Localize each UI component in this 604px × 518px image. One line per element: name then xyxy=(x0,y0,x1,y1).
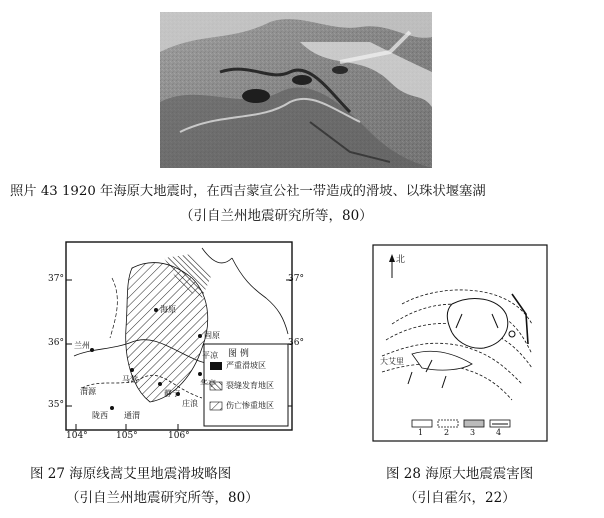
legend-item-severe-slide: 严重滑坡区 xyxy=(226,361,266,370)
fig28-caption: 图 28 海原大地震震害图 xyxy=(386,466,534,482)
place-guyuan: 固原 xyxy=(204,331,220,340)
place-zhuanglang: 庄浪 xyxy=(182,399,198,408)
place-label-daaili: 大艾里 xyxy=(380,357,404,366)
landslide-photo xyxy=(160,12,432,168)
place-weiyuan: 渭源 xyxy=(80,387,96,396)
fig27-source: （引自兰州地震研究所等，80） xyxy=(66,490,259,506)
legend-title: 图 例 xyxy=(228,349,249,359)
legend-number-4: 4 xyxy=(496,428,502,437)
legend-number-3: 3 xyxy=(470,428,476,437)
lon-label-104: 104° xyxy=(66,431,88,441)
lon-label-106: 106° xyxy=(168,431,190,441)
north-label: 北 xyxy=(396,255,406,265)
place-huating: 华亭 xyxy=(200,379,216,388)
lat-label-35: 35° xyxy=(48,400,64,410)
legend-item-cracks: 裂缝发育地区 xyxy=(226,381,274,390)
photo-caption-line2: （引自兰州地震研究所等，80） xyxy=(180,208,373,224)
place-tongwei: 通渭 xyxy=(124,411,140,420)
lat-label-36: 36° xyxy=(48,338,64,348)
place-haiyuan: 海原 xyxy=(160,305,176,314)
fig27-map xyxy=(48,238,304,444)
fig27-caption: 图 27 海原线蒿艾里地震滑坡略图 xyxy=(30,466,232,482)
lat-label-37-right: 37° xyxy=(288,274,304,284)
legend-number-2: 2 xyxy=(444,428,450,437)
landslide-photo-image xyxy=(160,12,432,168)
fig28-diagram-svg xyxy=(372,244,548,442)
place-pingliang: 平凉 xyxy=(202,351,218,360)
photo-caption-line1: 照片 43 1920 年海原大地震时，在西吉蒙宣公社一带造成的滑坡、以珠状堰塞湖 xyxy=(10,184,486,199)
lat-label-37: 37° xyxy=(48,274,64,284)
fig28-source: （引自霍尔，22） xyxy=(404,490,516,506)
place-lanzhou: 兰州 xyxy=(74,341,90,350)
legend-number-1: 1 xyxy=(418,428,424,437)
fig28-diagram xyxy=(372,244,548,442)
place-longxi: 陇西 xyxy=(92,411,108,420)
legend-item-casualties: 伤亡惨重地区 xyxy=(226,401,274,410)
lat-label-36-right: 36° xyxy=(288,338,304,348)
place-maying: 马营 xyxy=(122,375,138,384)
place-jingning: 静宁 xyxy=(164,389,180,398)
lon-label-105: 105° xyxy=(116,431,138,441)
